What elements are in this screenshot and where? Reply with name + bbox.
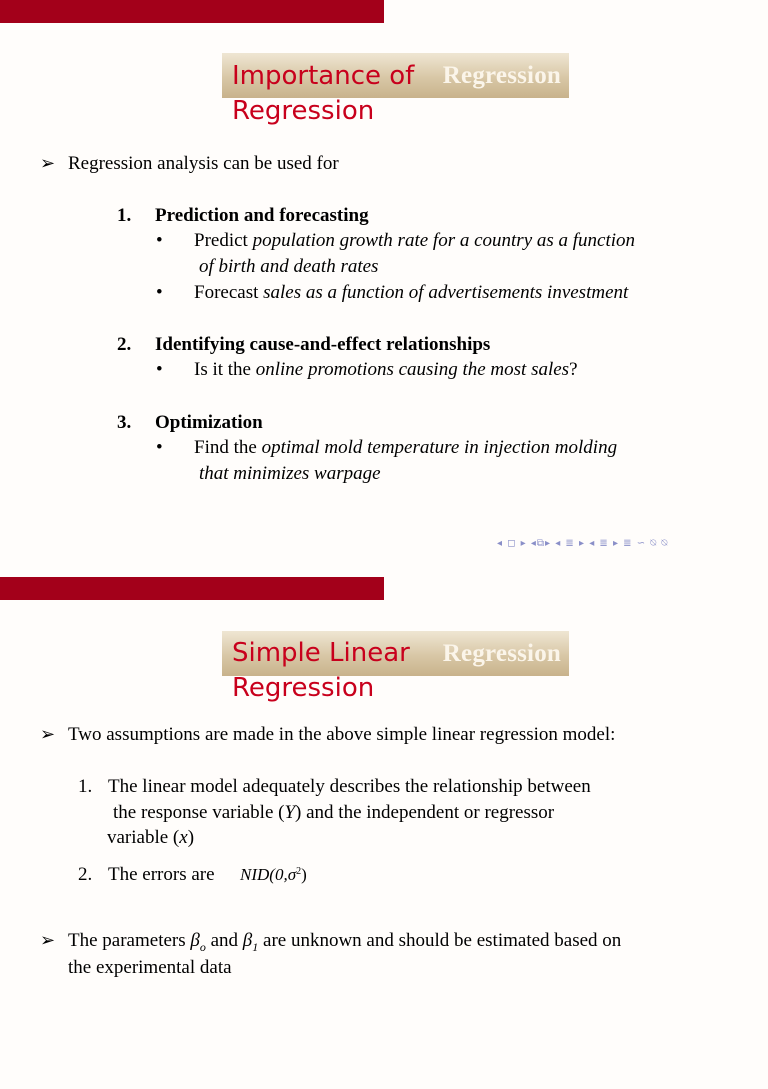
text-fragment: The parameters (68, 930, 186, 951)
list-heading: Prediction and forecasting (155, 205, 369, 226)
slide-title-line1: Importance of (232, 61, 415, 91)
title-banner-ghost-text: Regression (442, 640, 561, 667)
bullet-prefix: Forecast (194, 282, 259, 303)
formula-main: NID(0,σ (240, 865, 297, 884)
slide-title-line1: Simple Linear (232, 638, 410, 668)
list-bullet-text (194, 357, 578, 383)
list-number: 1. (117, 205, 132, 226)
text-fragment: ) and the independent or regressor (295, 802, 555, 823)
list-number: 1. (78, 776, 93, 797)
text-fragment: and (210, 930, 239, 951)
arrow-bullet-icon: ➢ (40, 930, 56, 950)
bullet-continuation: that minimizes warpage (199, 463, 381, 484)
slide-title (232, 636, 410, 706)
assumption-1-line2 (113, 800, 554, 826)
slide-title-line2: Regression (232, 96, 375, 126)
assumption-1-line3 (107, 825, 194, 851)
bullet-prefix: Find the (194, 437, 257, 458)
assumption-2-text: The errors are (108, 864, 215, 885)
slide-title (232, 59, 414, 129)
nid-formula (240, 865, 307, 885)
bullet-dot-icon: • (156, 437, 163, 458)
list-number: 2. (78, 864, 93, 885)
list-bullet-text (194, 435, 617, 461)
bullet-italic: population growth rate for a country as a function (252, 230, 636, 251)
bullet-dot-icon: • (156, 230, 163, 251)
arrow-bullet-icon: ➢ (40, 153, 56, 173)
beta-letter: β (242, 930, 253, 951)
bullet-dot-icon: • (156, 359, 163, 380)
list-number: 3. (117, 412, 132, 433)
bullet-italic: online promotions causing the most sales (255, 359, 570, 380)
slide-simple-linear-regression (0, 577, 768, 1089)
beta-subscript: 1 (252, 939, 259, 954)
bullet-italic: sales as a function of advertisements investment (263, 282, 629, 303)
beta1-symbol (242, 930, 259, 954)
bullet-prefix: Predict (194, 230, 248, 251)
list-bullet-text (194, 228, 635, 254)
text-fragment: ) (187, 827, 195, 848)
variable-x: x (179, 827, 188, 848)
beta-subscript: o (199, 939, 206, 954)
bullet-dot-icon: • (156, 282, 163, 303)
text-fragment: are unknown and should be estimated based on (263, 930, 622, 951)
slide-title-line2: Regression (232, 673, 375, 703)
list-number: 2. (117, 334, 132, 355)
bullet-continuation: of birth and death rates (199, 256, 379, 277)
top-accent-bar (0, 577, 384, 600)
beamer-navigation-icons[interactable]: ◂ ◻ ▸ ◂⧉▸ ◂ ≣ ▸ ◂ ≣ ▸ ≣ ∽ ⍉ ⍉ (497, 538, 669, 549)
parameters-text-line2: the experimental data (68, 957, 232, 978)
formula-close: ) (301, 865, 307, 884)
list-heading: Identifying cause-and-effect relationships (155, 334, 491, 355)
variable-y: Y (284, 802, 296, 823)
list-bullet-text (194, 280, 628, 306)
formula-exponent: 2 (296, 866, 302, 877)
beta0-symbol (190, 930, 206, 954)
bullet-prefix: Is it the (194, 359, 251, 380)
list-heading: Optimization (155, 412, 263, 433)
title-banner-ghost-text: Regression (442, 62, 561, 89)
bullet-italic: optimal mold temperature in injection molding (261, 437, 618, 458)
bullet-suffix: ? (569, 359, 578, 380)
arrow-bullet-icon: ➢ (40, 724, 56, 744)
text-fragment: the response variable ( (113, 802, 285, 823)
assumption-1-line1: The linear model adequately describes the relationship between (108, 776, 591, 797)
beta-letter: β (190, 930, 200, 951)
assumptions-intro: Two assumptions are made in the above simple linear regression model: (68, 724, 616, 745)
intro-text: Regression analysis can be used for (68, 153, 339, 174)
top-accent-bar (0, 0, 384, 23)
text-fragment: variable ( (107, 827, 180, 848)
